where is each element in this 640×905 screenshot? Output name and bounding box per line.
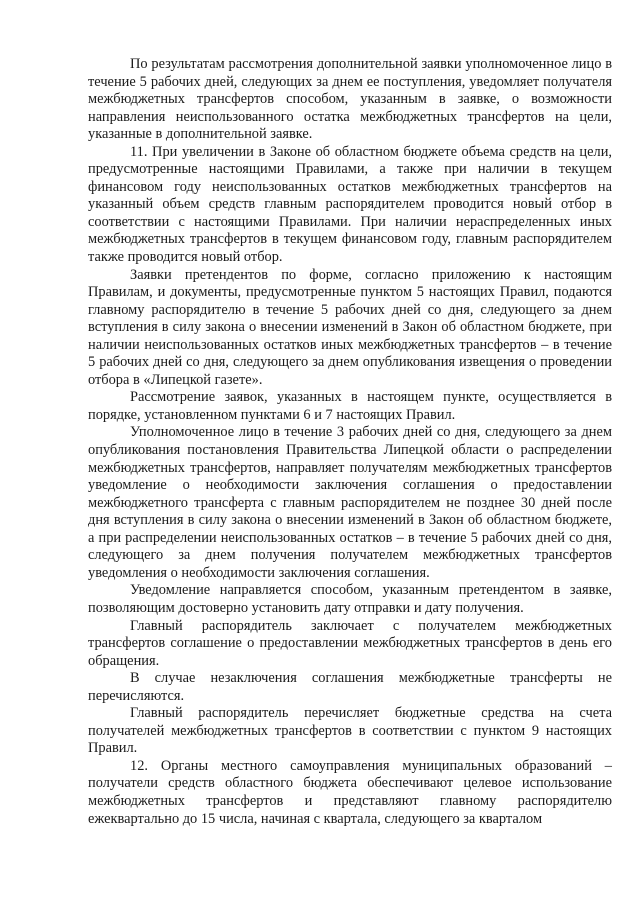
paragraph-3: Заявки претендентов по форме, согласно приложению к настоящим Правилам, и документы, предусмотренные пунктом 5 настоящих Правил, подаются главному распорядителю в течение 5 рабочих дней со дня, следующего за днем вступления в силу закона о внесении изменений в Закон об областном бюджете, при наличии неиспользованных остатков иных межбюджетных трансфертов – в течение 5 рабочих дней со дня, следующего за днем опубликования извещения о проведении отбора в «Липецкой газете». (88, 266, 612, 388)
paragraph-1: По результатам рассмотрения дополнительной заявки уполномоченное лицо в течение 5 рабочих дней, следующих за днем ее поступления, уведомляет получателя межбюджетных трансфертов способом, указанным в заявке, о возможности направления неиспользованного остатка межбюджетных трансфертов на цели, указанные в дополнительной заявке. (88, 56, 612, 143)
paragraph-7: Главный распорядитель заключает с получателем межбюджетных трансфертов соглашение о предоставлении межбюджетных трансфертов в день его обращения. (88, 617, 612, 669)
paragraph-9: Главный распорядитель перечисляет бюджетные средства на счета получателей межбюджетных трансфертов в соответствии с пунктом 9 настоящих Правил. (88, 705, 612, 757)
paragraph-6: Уведомление направляется способом, указанным претендентом в заявке, позволяющим достоверно установить дату отправки и дату получения. (88, 582, 612, 616)
paragraph-8: В случае незаключения соглашения межбюджетные трансферты не перечисляются. (88, 670, 612, 704)
paragraph-10: 12. Органы местного самоуправления муниципальных образований – получатели средств областного бюджета обеспечивают целевое использование межбюджетных трансфертов и представляют главному распорядителю ежеквартально до 15 числа, начиная с квартала, следующего за кварталом (88, 757, 612, 827)
paragraph-4: Рассмотрение заявок, указанных в настоящем пункте, осуществляется в порядке, установленном пунктами 6 и 7 настоящих Правил. (88, 389, 612, 423)
paragraph-2: 11. При увеличении в Законе об областном бюджете объема средств на цели, предусмотренные настоящими Правилами, а также при наличии в текущем финансовом году неиспользованных остатков межбюджетных трансфертов на указанный объем средств главным распорядителем проводится новый отбор в соответствии с настоящими Правилами. При наличии нераспределенных иных межбюджетных трансфертов в текущем финансовом году, главным распорядителем также проводится новый отбор. (88, 143, 612, 266)
paragraph-5: Уполномоченное лицо в течение 3 рабочих дней со дня, следующего за днем опубликования постановления Правительства Липецкой области о распределении межбюджетных трансфертов, направляет получателям межбюджетных трансфертов уведомление о необходимости заключения соглашения о предоставлении межбюджетного трансферта с главным распорядителем не позднее 30 дней после дня вступления в силу закона о внесении изменений в Закон об областном бюджете, а при распределении неиспользованных остатков – в течение 5 рабочих дней со дня, следующего за днем получения получателем межбюджетных трансфертов уведомления о необходимости заключения соглашения. (88, 424, 612, 581)
